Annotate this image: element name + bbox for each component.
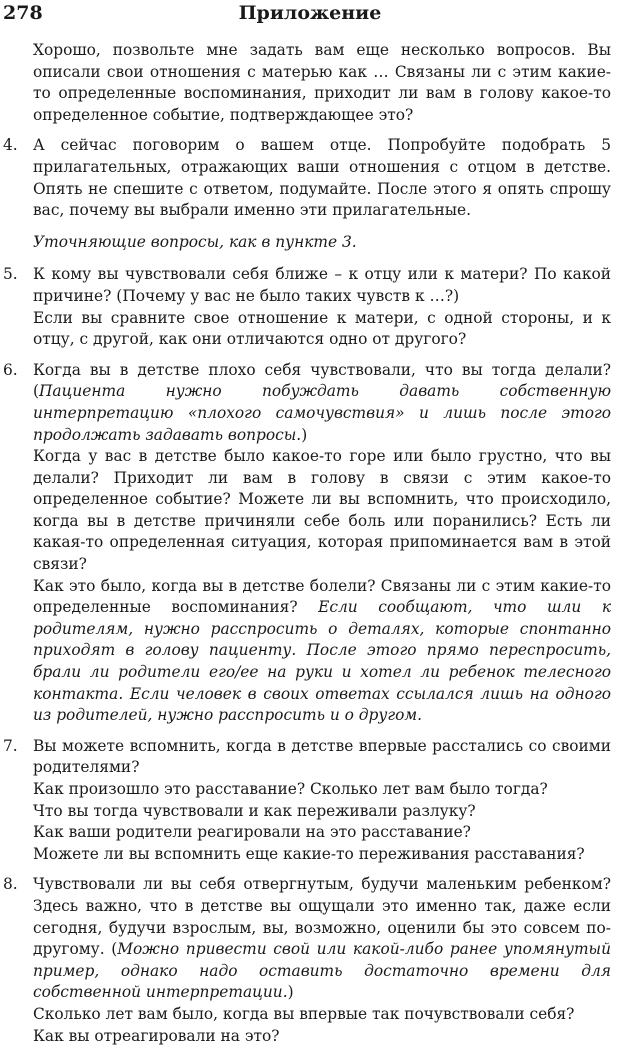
text-run: Когда вы в детстве плохо себя чувствовали, что вы тогда делали? ( [33, 360, 611, 401]
clarifying-note: Уточняющие вопросы, как в пункте 3. [33, 232, 357, 251]
item-number: 8. [3, 875, 18, 894]
intro-paragraph: Хорошо, позвольте мне задать вам еще несколько вопросов. Вы описали свои отношения с матерью как … Связаны ли с этим какие-то определенные воспоминания, приходит ли вам в голову какое-то определенное событие, подтверждающее это? [33, 41, 611, 124]
item-paragraph: Когда у вас в детстве было какое-то горе или было грустно, что вы делали? Приходит ли вам в голову в связи с этим какое-то определенное событие? Можете ли вы вспомнить, что происходило, когда вы в детстве причиняли себе боль или поранились? Есть ли какая-то определенная ситуация, которая припоминается вам в этой связи? [33, 447, 611, 574]
item-number: 4. [3, 136, 18, 155]
italic-instruction: Пациента нужно побуждать давать собственную интерпретацию «плохого самочувствия» и лишь после этого продолжать задавать вопросы. [33, 382, 611, 444]
question-item-5 [0, 264, 611, 350]
item-number: 5. [3, 265, 18, 284]
italic-instruction: Можно привести свой или какой-либо ранее упомянутый пример, однако надо оставить достаточно времени для собственной интерпретации. [33, 940, 611, 1002]
item-line: Как произошло это расставание? Сколько лет вам было тогда? [33, 780, 548, 798]
item-line: Вы можете вспомнить, когда в детстве впервые расстались со своими родителями? [33, 736, 611, 777]
question-item-4 [0, 135, 611, 221]
item-paragraph [33, 360, 611, 446]
question-item-6 [0, 360, 611, 727]
running-title: Приложение [238, 2, 382, 24]
text-run: Как это было, когда вы в детстве болели? Связаны ли с этим какие-то определенные воспоминания? [33, 576, 611, 617]
page-number: 278 [3, 2, 43, 24]
text-run: Чувствовали ли вы себя отвергнутым, будучи маленьким ребенком? Здесь важно, что в детстве вы ощущали это именно так, даже если сегодня, будучи взрослым, вы, возможно, оценили бы это совсем по-другому. ( [33, 875, 611, 959]
question-item-8 [0, 874, 611, 1047]
item-paragraph [33, 576, 611, 727]
item-paragraph: К кому вы чувствовали себя ближе – к отцу или к матери? По какой причине? (Почему у вас не было таких чувств к …?) [33, 265, 611, 305]
page-header [0, 2, 620, 36]
item-paragraph [33, 874, 611, 1004]
text-run: ) [287, 983, 294, 1002]
item-line: Сколько лет вам было, когда вы впервые так почувствовали себя? [33, 1004, 575, 1023]
item-number: 7. [3, 736, 18, 755]
item-line: Как ваши родители реагировали на это расставание? [33, 823, 471, 842]
text-run: ) [301, 425, 308, 444]
item-paragraph: Если вы сравните свое отношение к матери, с одной стороны, и к отцу, с другой, как они отличаются одно от другого? [33, 308, 611, 349]
item-line: Как вы отреагировали на это? [33, 1026, 280, 1045]
question-item-7 [0, 736, 611, 866]
item-number: 6. [3, 360, 18, 379]
item-line: Что вы тогда чувствовали и как переживали разлуку? [33, 801, 476, 820]
italic-instruction: Если сообщают, что шли к родителям, нужно расспросить о деталях, которые спонтанно приходят в голову пациенту. После этого прямо переспросить, брали ли родители его/ее на руки и хотел ли ребенок телесного контакта. Если человек в своих ответах ссылался лишь на одного из родителей, нужно расспросить и о другом. [33, 598, 612, 725]
item-paragraph: А сейчас поговорим о вашем отце. Попробуйте подобрать 5 прилагательных, отражающих ваши отношения с отцом в детстве. Опять не спешите с ответом, подумайте. После этого я опять спрошу вас, почему вы выбрали именно эти прилагательные. [33, 136, 611, 220]
page-body [0, 40, 620, 1056]
item-line: Можете ли вы вспомнить еще какие-то переживания расставания? [33, 844, 585, 863]
